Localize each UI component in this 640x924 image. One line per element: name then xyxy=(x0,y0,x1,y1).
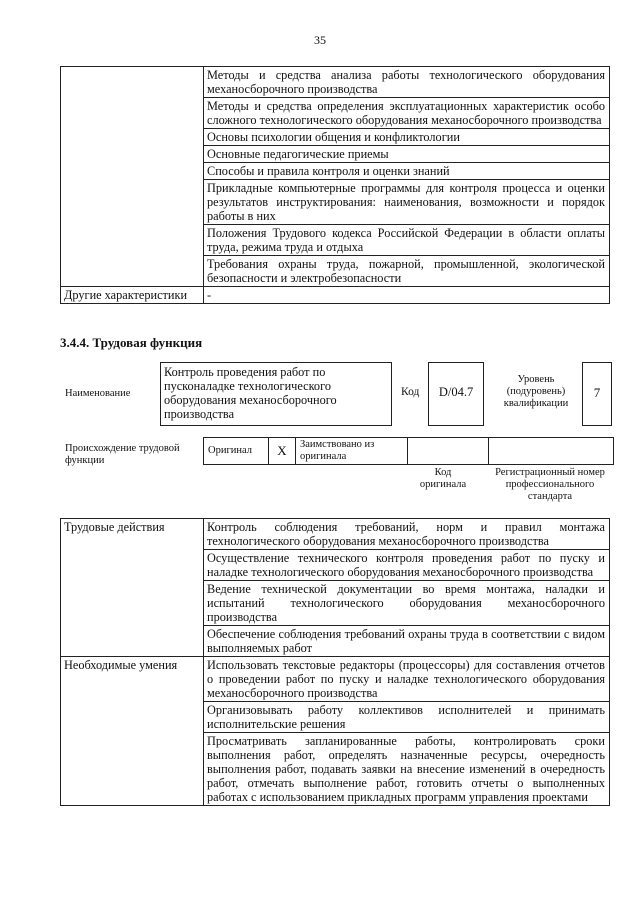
knowledge-item: Прикладные компьютерные программы для контроля процесса и оценки результатов инструктирования: наименования, возможности и порядок работы в них xyxy=(204,180,610,225)
level-value: 7 xyxy=(593,385,601,400)
origin-label: Происхождение трудовой функции xyxy=(65,443,180,466)
labor-actions-label: Трудовые действия xyxy=(61,519,204,657)
labor-action-item: Контроль соблюдения требований, норм и правил монтажа технологического оборудования механосборочного производства xyxy=(204,519,610,550)
other-characteristics-label: Другие характеристики xyxy=(61,287,204,304)
code-original-caption: Код оригинала xyxy=(419,467,467,490)
reg-number-caption: Регистрационный номер профессионального стандарта xyxy=(495,467,605,502)
knowledge-item: Способы и правила контроля и оценки знаний xyxy=(204,163,610,180)
knowledge-label-cell xyxy=(61,67,204,287)
name-label: Наименование xyxy=(65,388,131,399)
borrowed-label: Заимствовано из оригинала xyxy=(296,438,408,465)
skill-item: Просматривать запланированные работы, контролировать сроки выполнения работ, определять назначенные ресурсы, очередность выполнения работ, подавать заявки на внесение изменений в очередность работ, отмечать выполнение работ, готовить отчеты о выполненных работах с использованием прикладных программ управления проектами xyxy=(204,733,610,806)
level-box xyxy=(582,362,612,426)
knowledge-item: Положения Трудового кодекса Российской Федерации в области оплаты труда, режима труда и отдыха xyxy=(204,225,610,256)
original-label: Оригинал xyxy=(204,438,269,465)
knowledge-item: Методы и средства определения эксплуатационных характеристик особо сложного технологического оборудования механосборочного производства xyxy=(204,98,610,129)
labor-action-item: Осуществление технического контроля проведения работ по пуску и наладке технологического оборудования механосборочного производства xyxy=(204,550,610,581)
function-details-table xyxy=(60,518,610,806)
required-skills-label: Необходимые умения xyxy=(61,657,204,806)
code-value: D/04.7 xyxy=(438,385,474,399)
table-row xyxy=(61,287,610,304)
other-characteristics-value: - xyxy=(204,287,610,304)
knowledge-item: Основы психологии общения и конфликтологии xyxy=(204,129,610,146)
page-number: 35 xyxy=(314,33,326,47)
table-row xyxy=(61,67,610,98)
reg-number-cell xyxy=(489,438,614,465)
code-label: Код xyxy=(401,386,420,398)
knowledge-item: Требования охраны труда, пожарной, промышленной, экологической безопасности и электробезопасности xyxy=(204,256,610,287)
function-name-box xyxy=(160,362,392,426)
table-row xyxy=(61,657,610,702)
knowledge-item: Методы и средства анализа работы технологического оборудования механосборочного производства xyxy=(204,67,610,98)
knowledge-table xyxy=(60,66,610,304)
function-name-value: Контроль проведения работ по пусконаладке технологического оборудования механосборочного производства xyxy=(164,365,337,421)
labor-action-item: Ведение технической документации во время монтажа, наладки и испытаний технологического оборудования механосборочного производства xyxy=(204,581,610,626)
code-original-cell xyxy=(408,438,489,465)
origin-table xyxy=(203,437,614,465)
labor-action-item: Обеспечение соблюдения требований охраны труда в соответствии с видом выполняемых работ xyxy=(204,626,610,657)
skill-item: Организовывать работу коллективов исполнителей и принимать исполнительские решения xyxy=(204,702,610,733)
table-row xyxy=(61,519,610,550)
level-label: Уровень (подуровень) квалификации xyxy=(503,374,569,409)
skill-item: Использовать текстовые редакторы (процессоры) для составления отчетов о проведении работ по пуску и наладке технологического оборудования механосборочного производства xyxy=(204,657,610,702)
code-box xyxy=(428,362,484,426)
section-title: 3.4.4. Трудовая функция xyxy=(60,335,203,350)
original-mark: X xyxy=(269,438,296,465)
knowledge-item: Основные педагогические приемы xyxy=(204,146,610,163)
